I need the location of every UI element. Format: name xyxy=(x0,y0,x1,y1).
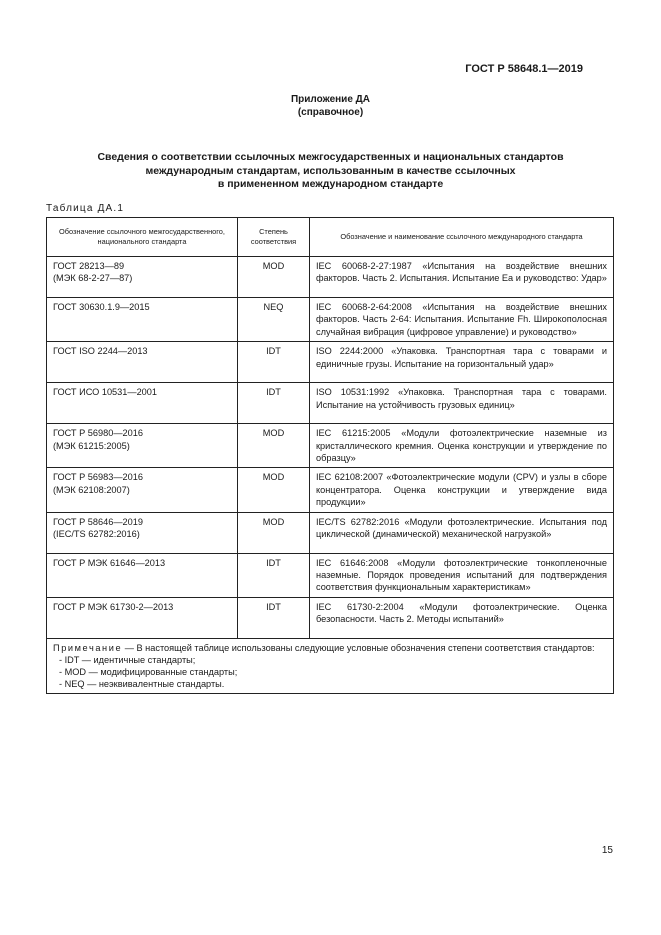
international-standard-cell: IEC 61646:2008 «Модули фотоэлектрические тонкопленочные наземные. Порядок проведения испытаний для подтверждения соответствия функциональным характеристикам» xyxy=(310,553,614,597)
note-item-idt: - IDT — идентичные стандарты; xyxy=(59,654,196,665)
table-row xyxy=(47,597,614,638)
national-standard-code: ГОСТ 28213—89 xyxy=(53,261,125,271)
table-row xyxy=(47,342,614,383)
international-equivalent-code: (МЭК 62108:2007) xyxy=(53,484,130,495)
national-standard-cell xyxy=(47,597,238,638)
national-standard-cell xyxy=(47,512,238,553)
national-standard-cell xyxy=(47,468,238,512)
international-standard-cell: IEC/TS 62782:2016 «Модули фотоэлектрические. Испытания под циклической (динамической) механической нагрузкой» xyxy=(310,512,614,553)
title-line-1: Сведения о соответствии ссылочных межгосударственных и национальных стандартов xyxy=(97,151,564,163)
international-standard-cell: IEC 61215:2005 «Модули фотоэлектрические наземные из кристаллического кремния. Оценка конструкции и утверждение по образцу» xyxy=(310,424,614,468)
degree-cell: MOD xyxy=(238,257,310,298)
national-standard-code: ГОСТ ISO 2244—2013 xyxy=(53,346,148,357)
degree-cell: IDT xyxy=(238,597,310,638)
note-item-mod: - MOD — модифицированные стандарты; xyxy=(59,666,238,677)
table-row xyxy=(47,383,614,424)
correspondence-table xyxy=(46,217,614,694)
page-number: 15 xyxy=(601,845,613,856)
table-label: Таблица ДА.1 xyxy=(46,203,125,214)
degree-cell: MOD xyxy=(238,512,310,553)
national-standard-code: ГОСТ Р 56983—2016 xyxy=(53,472,143,483)
national-standard-cell xyxy=(47,298,238,342)
national-standard-code: ГОСТ Р МЭК 61646—2013 xyxy=(53,557,166,568)
national-standard-cell xyxy=(47,342,238,383)
table-row xyxy=(47,512,614,553)
international-standard-cell: ISO 2244:2000 «Упаковка. Транспортная тара с товарами и единичные грузы. Испытание на горизонтальный удар» xyxy=(310,342,614,383)
table-row xyxy=(47,553,614,597)
national-standard-cell xyxy=(47,383,238,424)
international-standard-cell: ISO 10531:1992 «Упаковка. Транспортная тара с товарами. Испытание на устойчивость грузовых единиц» xyxy=(310,383,614,424)
table-row xyxy=(47,257,614,298)
standard-designation: ГОСТ Р 58648.1—2019 xyxy=(465,63,583,75)
degree-cell: NEQ xyxy=(238,298,310,342)
header-degree: Степень соответствия xyxy=(238,218,310,257)
annex-heading xyxy=(0,93,661,119)
note-label: Примечание xyxy=(53,642,123,653)
note-text-line xyxy=(53,642,607,654)
degree-cell: IDT xyxy=(238,553,310,597)
table-note xyxy=(47,638,614,693)
title-line-2: международным стандартам, использованным в качестве ссылочных xyxy=(145,164,516,177)
document-title xyxy=(40,151,621,192)
table-header-row xyxy=(47,218,614,257)
title-line-3: в примененном международном стандарте xyxy=(217,178,444,190)
national-standard-cell xyxy=(47,257,238,298)
header-international-standard: Обозначение и наименование ссылочного международного стандарта xyxy=(310,218,614,257)
note-item-neq: - NEQ — неэквивалентные стандарты. xyxy=(59,678,225,689)
international-standard-cell: IEC 60068-2-27:1987 «Испытания на воздействие внешних факторов. Часть 2. Испытания. Испытание Ea и руководство: Удар» xyxy=(310,257,614,298)
international-equivalent-code: (МЭК 61215:2005) xyxy=(53,440,130,451)
degree-cell: MOD xyxy=(238,424,310,468)
international-equivalent-code: (IEC/TS 62782:2016) xyxy=(53,529,140,540)
national-standard-cell xyxy=(47,553,238,597)
table-row xyxy=(47,468,614,512)
degree-cell: IDT xyxy=(238,383,310,424)
table-note-row xyxy=(47,638,614,693)
note-text: — В настоящей таблице использованы следующие условные обозначения степени соответствия стандартов: xyxy=(122,642,595,653)
national-standard-code: ГОСТ 30630.1.9—2015 xyxy=(53,302,150,312)
international-standard-cell: IEC 60068-2-64:2008 «Испытания на воздействие внешних факторов. Часть 2-64: Испытания. Испытание Fh. Широкополосная случайная вибрация (цифровое управление) и руководство» xyxy=(310,298,614,342)
international-standard-cell: IEC 61730-2:2004 «Модули фотоэлектрические. Оценка безопасности. Часть 2. Методы испытаний» xyxy=(310,597,614,638)
degree-cell: MOD xyxy=(238,468,310,512)
national-standard-code: ГОСТ Р 58646—2019 xyxy=(53,516,143,527)
header-national-standard: Обозначение ссылочного межгосударственного, национального стандарта xyxy=(47,218,238,257)
international-standard-cell: IEC 62108:2007 «Фотоэлектрические модули (CPV) и узлы в сборе концентратора. Оценка конструкции и утверждение вида продукции» xyxy=(310,468,614,512)
national-standard-code: ГОСТ Р МЭК 61730-2—2013 xyxy=(53,601,174,612)
annex-title: Приложение ДА xyxy=(290,94,371,105)
national-standard-code: ГОСТ ИСО 10531—2001 xyxy=(53,387,158,398)
table-row xyxy=(47,298,614,342)
annex-subtitle: (справочное) xyxy=(297,107,364,118)
table-row xyxy=(47,424,614,468)
national-standard-cell xyxy=(47,424,238,468)
national-standard-code: ГОСТ Р 56980—2016 xyxy=(53,428,143,439)
degree-cell: IDT xyxy=(238,342,310,383)
international-equivalent-code: (МЭК 68-2-27—87) xyxy=(53,273,133,284)
